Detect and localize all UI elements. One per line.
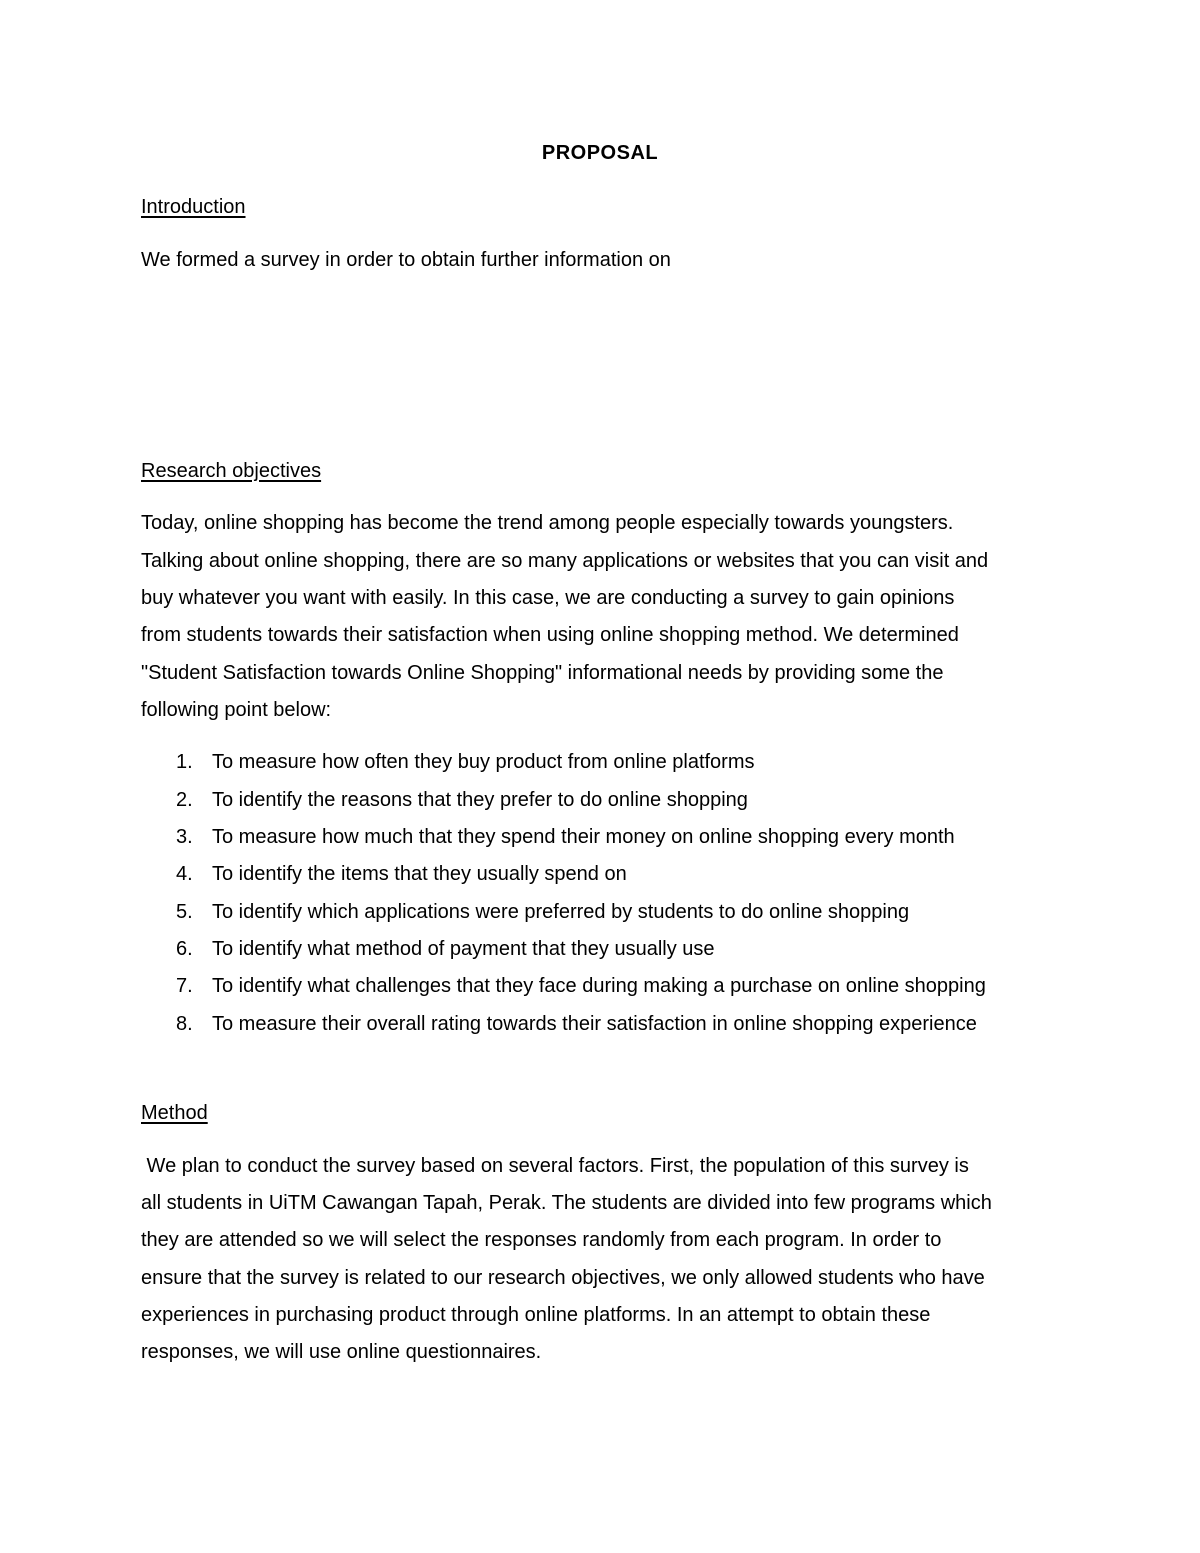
list-item-number: 2. — [176, 789, 193, 811]
list-item-number: 8. — [176, 1013, 193, 1035]
paragraph-line: "Student Satisfaction towards Online Shopping" informational needs by providing some the — [141, 662, 944, 684]
list-item-number: 3. — [176, 826, 193, 848]
paragraph-line: experiences in purchasing product through online platforms. In an attempt to obtain these — [141, 1304, 931, 1326]
list-item-number: 5. — [176, 901, 193, 923]
introduction-text: We formed a survey in order to obtain further information on — [141, 249, 671, 271]
list-item-text: To identify what challenges that they face during making a purchase on online shopping — [212, 975, 986, 997]
paragraph-line: Today, online shopping has become the trend among people especially towards youngsters. — [141, 512, 954, 534]
list-item-number: 4. — [176, 863, 193, 885]
paragraph-line: buy whatever you want with easily. In this case, we are conducting a survey to gain opinions — [141, 587, 955, 609]
method-heading: Method — [141, 1102, 208, 1124]
list-item-text: To measure how often they buy product from online platforms — [212, 751, 755, 773]
list-item-number: 1. — [176, 751, 193, 773]
introduction-heading: Introduction — [141, 196, 246, 218]
research-objectives-heading: Research objectives — [141, 460, 322, 482]
paragraph-line: Talking about online shopping, there are so many applications or websites that you can visit and — [141, 550, 989, 572]
paragraph-line: We plan to conduct the survey based on several factors. First, the population of this survey is — [141, 1155, 969, 1177]
list-item-number: 7. — [176, 975, 193, 997]
list-item-text: To measure their overall rating towards their satisfaction in online shopping experience — [212, 1013, 977, 1035]
paragraph-line: responses, we will use online questionnaires. — [141, 1341, 542, 1363]
list-item-number: 6. — [176, 938, 193, 960]
list-item-text: To measure how much that they spend their money on online shopping every month — [212, 826, 955, 848]
list-item-text: To identify the items that they usually spend on — [212, 863, 627, 885]
list-item-text: To identify the reasons that they prefer to do online shopping — [212, 789, 748, 811]
paragraph-line: they are attended so we will select the responses randomly from each program. In order to — [141, 1229, 942, 1251]
list-item-text: To identify which applications were preferred by students to do online shopping — [212, 901, 910, 923]
paragraph-line: ensure that the survey is related to our research objectives, we only allowed students who have — [141, 1267, 985, 1289]
document-title: PROPOSAL — [541, 142, 659, 164]
paragraph-line: following point below: — [141, 699, 332, 721]
list-item-text: To identify what method of payment that they usually use — [212, 938, 715, 960]
paragraph-line: all students in UiTM Cawangan Tapah, Perak. The students are divided into few programs which — [141, 1192, 992, 1214]
paragraph-line: from students towards their satisfaction when using online shopping method. We determined — [141, 624, 959, 646]
